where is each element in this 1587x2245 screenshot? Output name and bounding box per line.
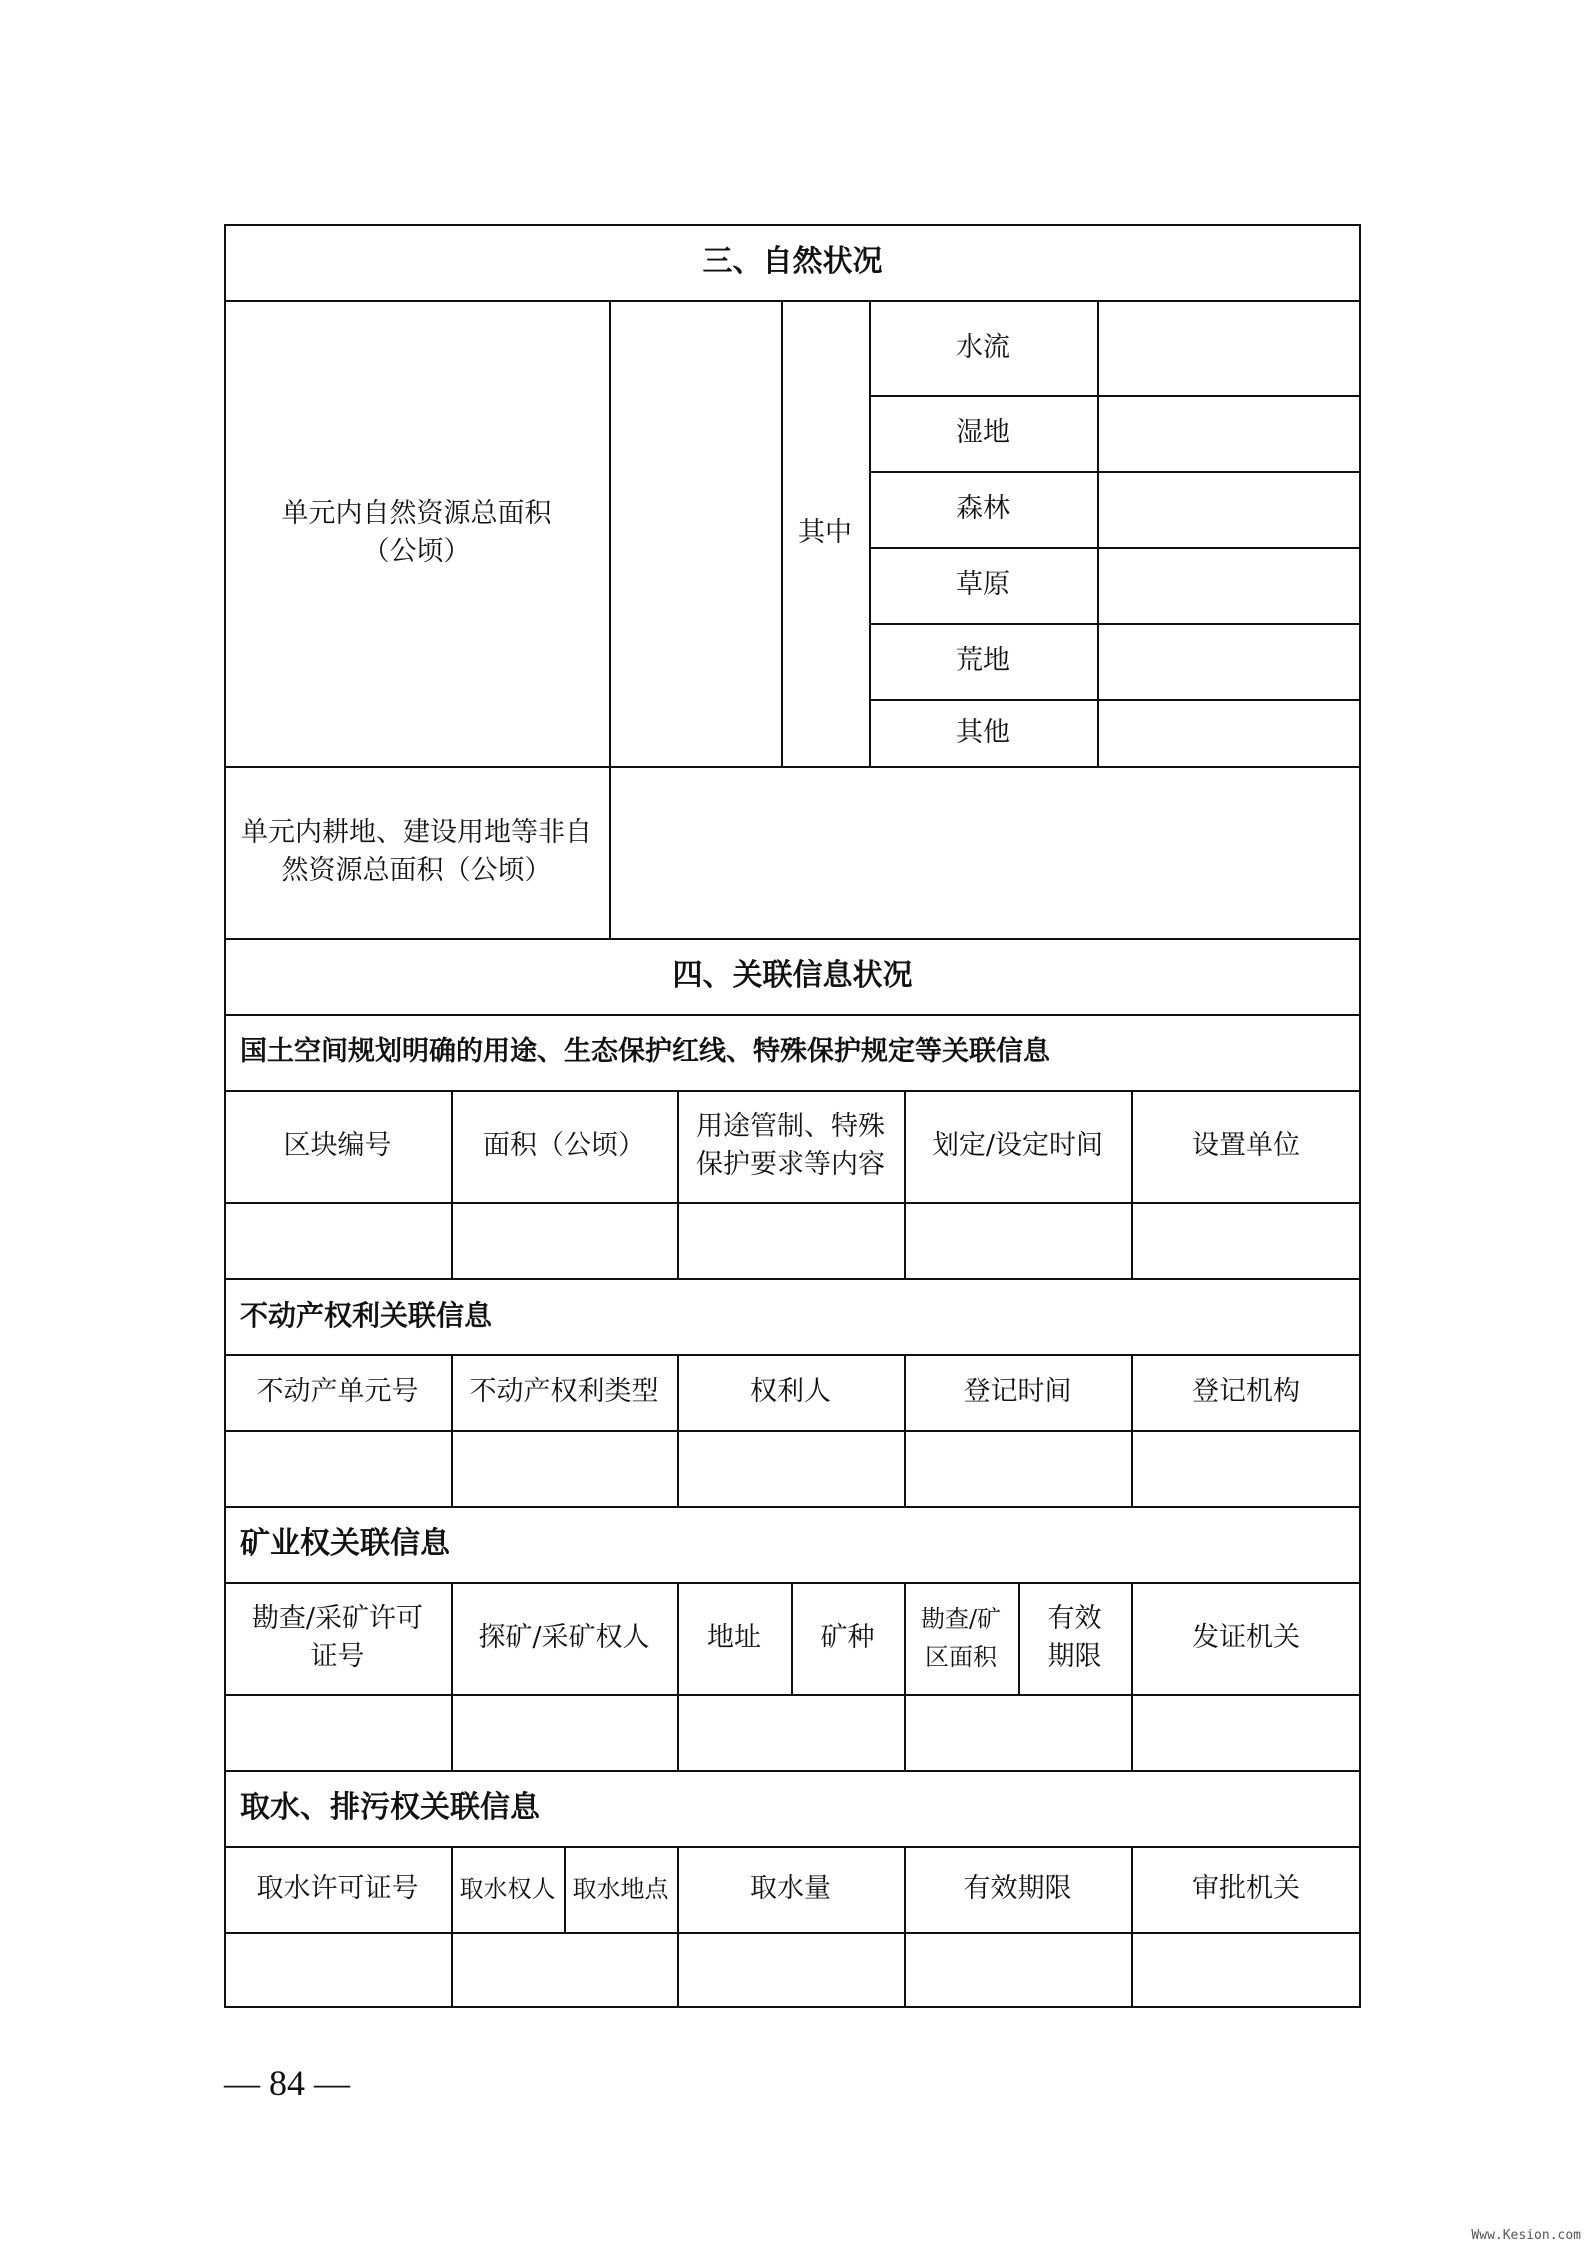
header-mining-license-line1: 勘查/采矿许可 — [251, 1603, 424, 1634]
row-line — [224, 1932, 1361, 1934]
header-address: 地址 — [707, 1622, 761, 1653]
row-line — [224, 1202, 1361, 1204]
header-valid-period-line1: 有效 — [1047, 1603, 1102, 1634]
header-mining-area — [904, 1582, 1018, 1694]
header-registration-agency: 登记机构 — [1192, 1376, 1300, 1407]
header-designation-time: 划定/设定时间 — [931, 1130, 1104, 1161]
header-block-number: 区块编号 — [283, 1130, 392, 1161]
section-title-natural-status: 三、自然状况 — [702, 244, 883, 279]
row-line — [224, 1694, 1361, 1696]
header-water-valid-period: 有效期限 — [963, 1873, 1072, 1904]
header-valid-period — [1018, 1582, 1131, 1694]
realestate-info-title: 不动产权利关联信息 — [240, 1299, 493, 1332]
col-line — [609, 300, 611, 938]
header-realestate-unit-number: 不动产单元号 — [256, 1376, 419, 1407]
header-use-control-line1: 用途管制、特殊 — [696, 1111, 885, 1142]
type-wasteland: 荒地 — [956, 645, 1010, 676]
total-natural-area-label — [224, 300, 609, 766]
mining-info-title: 矿业权关联信息 — [240, 1526, 450, 1561]
among-label: 其中 — [798, 517, 852, 548]
header-mining-license — [224, 1582, 451, 1694]
header-use-control-line2: 保护要求等内容 — [696, 1149, 885, 1180]
table-border-bottom — [224, 2006, 1361, 2008]
total-natural-area-label-line1: 单元内自然资源总面积 — [281, 498, 552, 529]
type-forest: 森林 — [956, 493, 1010, 524]
type-other: 其他 — [956, 716, 1010, 748]
header-valid-period-line2: 期限 — [1047, 1641, 1102, 1672]
header-right-holder: 权利人 — [750, 1376, 831, 1407]
header-use-control — [677, 1090, 904, 1202]
type-water-flow: 水流 — [956, 331, 1010, 363]
header-area-hectare: 面积（公顷） — [483, 1130, 645, 1161]
page-number: — 84 — — [224, 2063, 350, 2103]
header-realestate-right-type: 不动产权利类型 — [469, 1376, 659, 1407]
water-info-title: 取水、排污权关联信息 — [240, 1790, 540, 1825]
header-water-intake-location: 取水地点 — [572, 1875, 669, 1903]
header-mining-holder: 探矿/采矿权人 — [478, 1622, 650, 1653]
header-registration-time: 登记时间 — [963, 1376, 1072, 1407]
header-issuing-authority: 发证机关 — [1192, 1622, 1300, 1653]
header-setting-unit: 设置单位 — [1192, 1130, 1300, 1161]
header-mining-area-line1: 勘查/矿 — [920, 1605, 1002, 1633]
header-water-right-holder: 取水权人 — [459, 1875, 556, 1903]
non-natural-area-label — [224, 766, 609, 938]
type-wetland: 湿地 — [956, 417, 1010, 448]
header-approval-authority: 审批机关 — [1192, 1873, 1300, 1904]
planning-info-title: 国土空间规划明确的用途、生态保护红线、特殊保护规定等关联信息 — [240, 1036, 1050, 1067]
total-natural-area-label-line2: （公顷） — [362, 536, 471, 567]
header-mining-area-line2: 区面积 — [925, 1643, 997, 1671]
header-mining-license-line2: 证号 — [310, 1641, 365, 1672]
non-natural-area-label-line1: 单元内耕地、建设用地等非自 — [241, 817, 592, 848]
section-title-related-info: 四、关联信息状况 — [672, 958, 913, 993]
non-natural-area-label-line2: 然资源总面积（公顷） — [281, 855, 552, 886]
watermark: Www.Kesion.com — [1471, 2228, 1581, 2243]
natural-resource-form-table — [224, 224, 1361, 2008]
type-grassland: 草原 — [956, 569, 1010, 600]
col-line — [1097, 300, 1099, 766]
header-water-permit-number: 取水许可证号 — [256, 1873, 419, 1904]
header-mineral-type: 矿种 — [820, 1622, 875, 1653]
header-water-intake-volume: 取水量 — [750, 1873, 831, 1904]
row-line — [224, 1430, 1361, 1432]
